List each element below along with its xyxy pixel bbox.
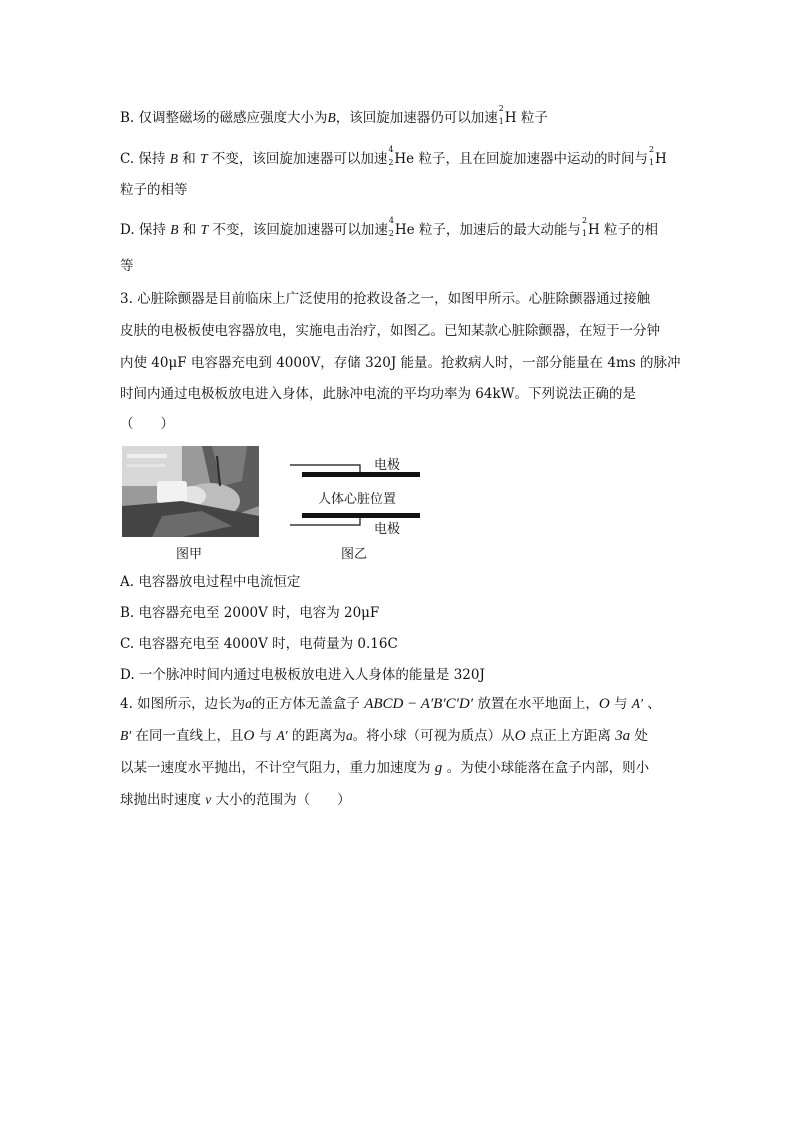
var-3a: 3a bbox=[615, 728, 631, 744]
var-a-prime: A′ bbox=[276, 728, 288, 743]
q4-text: 、 bbox=[642, 696, 661, 712]
q4-text: 点正上方距离 bbox=[525, 728, 616, 744]
option-d-text: D. 保持 bbox=[120, 222, 171, 238]
q4-text: 与 bbox=[609, 696, 632, 712]
electrode-bottom-label: 电极 bbox=[374, 522, 401, 537]
q4-line-4 bbox=[120, 790, 351, 810]
figure-jia-caption: 图甲 bbox=[176, 547, 203, 562]
figure-yi-caption: 图乙 bbox=[341, 547, 368, 562]
q3-option-c: C. 电容器充电至 4000V 时，电荷量为 0.16C bbox=[120, 636, 398, 652]
var-b-prime: B′ bbox=[120, 728, 132, 743]
deuteron-symbol-scripts: 2 1 bbox=[581, 216, 588, 238]
q3-line-3: 内使 40μF 电容器充电到 4000V，存储 320J 能量。抢救病人时，一部分能量在 4ms 的脉冲 bbox=[120, 355, 681, 371]
deuteron-symbol: H bbox=[504, 110, 517, 126]
alpha-symbol-scripts: 4 2 bbox=[388, 216, 394, 238]
electrode-top-label: 电极 bbox=[374, 458, 401, 473]
q3-option-d: D. 一个脉冲时间内通过电极板放电进入人身体的能量是 320J bbox=[120, 667, 485, 683]
option-d-text: 粒子的相 bbox=[599, 222, 659, 238]
option-c-line-2: 粒子的相等 bbox=[120, 182, 188, 198]
q4-text: 与 bbox=[254, 728, 277, 744]
option-d-line-1 bbox=[120, 216, 659, 240]
defibrillator-photo bbox=[122, 446, 259, 537]
deuteron-symbol-scripts: 2 1 bbox=[498, 104, 504, 126]
option-b-end: 粒子 bbox=[516, 110, 548, 126]
option-d-text: 粒子，加速后的最大动能与 bbox=[414, 222, 581, 238]
q4-text: 处 bbox=[630, 728, 648, 744]
defibrillator-photo-drawing bbox=[122, 446, 259, 537]
q3-answer-paren: （ ） bbox=[120, 416, 174, 432]
q3-option-b: B. 电容器充电至 2000V 时，电容为 20μF bbox=[120, 605, 380, 621]
var-a: a bbox=[245, 696, 252, 711]
var-o: O bbox=[243, 728, 255, 744]
heart-position-label: 人体心脏位置 bbox=[318, 492, 397, 507]
q4-line-1 bbox=[120, 694, 661, 714]
option-c-text: C. 保持 bbox=[120, 151, 170, 167]
q4-text: 球抛出时速度 bbox=[120, 792, 206, 808]
option-b-suffix: ，该回旋加速器仍可以加速 bbox=[335, 110, 498, 126]
q4-text: 放置在水平地面上， bbox=[473, 696, 599, 712]
var-o: O bbox=[598, 696, 610, 712]
var-t: T bbox=[200, 222, 209, 237]
q4-line-2 bbox=[120, 726, 648, 746]
var-b: B bbox=[170, 222, 179, 237]
q4-text: 。为使小球能落在盒子内部，则小 bbox=[442, 760, 650, 776]
q4-text: 以某一速度水平抛出，不计空气阻力，重力加速度为 bbox=[120, 760, 435, 776]
electrode-diagram bbox=[280, 450, 430, 540]
q4-text: 大小的范围为（ ） bbox=[211, 792, 351, 808]
q4-text: 4. 如图所示，边长为 bbox=[120, 696, 246, 712]
var-g: g bbox=[434, 760, 443, 776]
var-t: T bbox=[200, 151, 208, 166]
option-c-line-1 bbox=[120, 145, 667, 169]
alpha-symbol-scripts: 4 2 bbox=[388, 145, 394, 167]
q4-text: 的正方体无盖盒子 bbox=[251, 696, 365, 712]
var-a-prime: A′ bbox=[631, 696, 643, 711]
deuteron-symbol: H bbox=[654, 151, 667, 167]
option-b-prefix: B. 仅调整磁场的磁感应强度大小为 bbox=[120, 110, 328, 126]
q4-text: 在同一直线上，且 bbox=[131, 728, 244, 744]
var-b: B bbox=[327, 110, 336, 125]
q3-line-1: 3. 心脏除颤器是目前临床上广泛使用的抢救设备之一，如图甲所示。心脏除颤器通过接触 bbox=[120, 291, 651, 307]
var-v: v bbox=[205, 792, 212, 807]
q4-text: 。将小球（可视为质点）从 bbox=[352, 728, 515, 744]
q3-line-4: 时间内通过电极板放电进入身体，此脉冲电流的平均功率为 64kW。下列说法正确的是 bbox=[120, 386, 637, 402]
option-d-text: 和 bbox=[178, 222, 201, 238]
option-c-text: 和 bbox=[177, 151, 201, 167]
var-a: a bbox=[345, 728, 353, 743]
var-b: B bbox=[169, 151, 178, 166]
option-c-text: 不变，该回旋加速器可以加速 bbox=[207, 151, 388, 167]
option-b-line bbox=[120, 104, 548, 128]
q4-text: 的距离为 bbox=[287, 728, 346, 744]
option-d-line-2: 等 bbox=[120, 258, 134, 274]
q3-line-2: 皮肤的电极板使电容器放电，实施电击治疗，如图乙。已知某款心脏除颤器，在短于一分钟 bbox=[120, 323, 660, 339]
cube-label: ABCD − A′B′C′D′ bbox=[364, 696, 474, 712]
q3-option-a: A. 电容器放电过程中电流恒定 bbox=[120, 574, 301, 590]
alpha-symbol: He bbox=[394, 222, 415, 238]
option-d-text: 不变，该回旋加速器可以加速 bbox=[208, 222, 388, 238]
var-o: O bbox=[514, 728, 526, 744]
q4-line-3 bbox=[120, 758, 649, 778]
alpha-symbol: He bbox=[394, 151, 415, 167]
deuteron-symbol-scripts: 2 1 bbox=[648, 145, 655, 167]
option-c-text: 粒子，且在回旋加速器中运动的时间与 bbox=[414, 151, 648, 167]
deuteron-symbol: H bbox=[587, 222, 600, 238]
